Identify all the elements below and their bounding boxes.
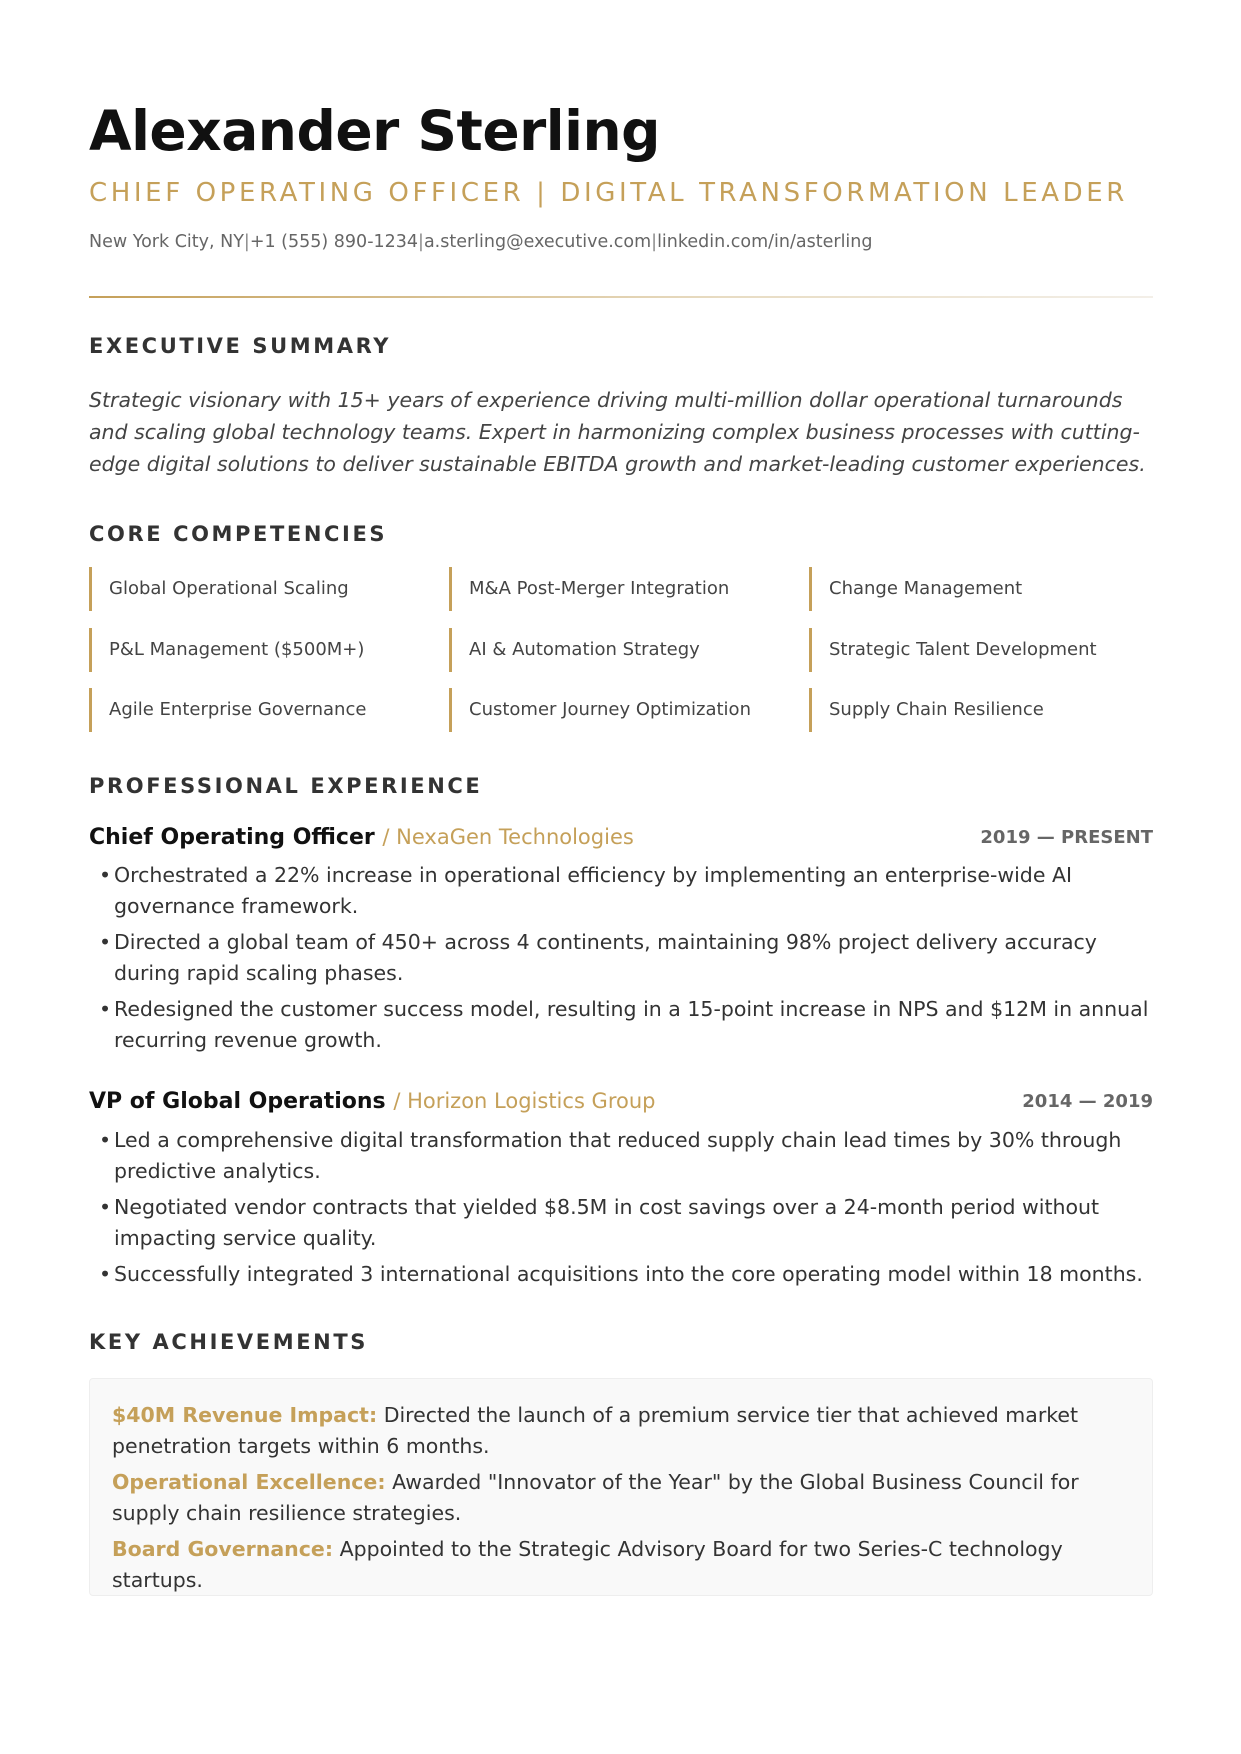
summary-text: Strategic visionary with 15+ years of experience driving multi-million dollar operational turnarounds and scaling global technology teams. Expert in harmonizing complex business processes with cutting-edge digital solutions to deliver sustainable EBITDA growth and market-leading customer experiences.: [89, 388, 1146, 476]
job-bullet: • Negotiated vendor contracts that yielded $8.5M in cost savings over a 24-month period without impacting service quality.: [89, 1192, 1153, 1254]
competency-item: Global Operational Scaling: [89, 567, 349, 611]
candidate-name: Alexander Sterling: [89, 99, 660, 163]
contact-separator: |: [418, 232, 424, 252]
contact-line: [89, 229, 873, 255]
achievement-label: $40M Revenue Impact:: [112, 1403, 378, 1427]
achievement-item: [112, 1467, 1130, 1529]
competency-item: Change Management: [809, 567, 1022, 611]
job-role: [89, 1085, 656, 1118]
contact-location: New York City, NY: [89, 232, 244, 252]
job-bullet: • Led a comprehensive digital transformation that reduced supply chain lead times by 30% through predictive analytics.: [89, 1125, 1153, 1187]
contact-separator: |: [651, 232, 658, 252]
summary-heading: EXECUTIVE SUMMARY: [89, 334, 392, 358]
contact-phone[interactable]: +1 (555) 890-1234: [249, 232, 419, 252]
job-header: [89, 821, 1153, 853]
job-dates: 2014 — 2019: [1022, 1091, 1153, 1112]
competency-item: P&L Management ($500M+): [89, 628, 364, 672]
header-divider: [89, 296, 1153, 298]
competencies-heading: CORE COMPETENCIES: [89, 522, 388, 546]
contact-email[interactable]: a.sterling@executive.com: [423, 232, 652, 252]
job-bullet: • Successfully integrated 3 international acquisitions into the core operating model within 18 months.: [89, 1259, 1153, 1290]
job-company: / Horizon Logistics Group: [393, 1089, 656, 1113]
contact-linkedin[interactable]: linkedin.com/in/asterling: [657, 232, 873, 252]
job-bullet: • Directed a global team of 450+ across 4 continents, maintaining 98% project delivery accuracy during rapid scaling phases.: [89, 927, 1153, 989]
achievement-label: Board Governance:: [112, 1537, 334, 1561]
contact-separator: |: [243, 232, 250, 252]
achievement-text: Appointed to the Strategic Advisory Board for two Series-C technology startups.: [112, 1537, 1063, 1592]
achievement-item: [112, 1400, 1130, 1462]
achievement-label: Operational Excellence:: [112, 1470, 386, 1494]
achievements-box: [89, 1378, 1153, 1596]
achievement-item: [112, 1534, 1130, 1596]
competency-item: Agile Enterprise Governance: [89, 688, 366, 732]
candidate-headline: CHIEF OPERATING OFFICER | DIGITAL TRANSFORMATION LEADER: [89, 178, 1128, 208]
competency-item: Supply Chain Resilience: [809, 688, 1044, 732]
competency-item: Customer Journey Optimization: [449, 688, 751, 732]
job-role-text: VP of Global Operations: [89, 1089, 386, 1114]
job-role-text: Chief Operating Officer: [89, 825, 375, 850]
competency-item: Strategic Talent Development: [809, 628, 1097, 672]
achievement-text: Awarded "Innovator of the Year" by the Global Business Council for supply chain resilience strategies.: [112, 1470, 1079, 1525]
job-bullets: [89, 860, 1153, 1061]
competency-item: AI & Automation Strategy: [449, 628, 700, 672]
experience-heading: PROFESSIONAL EXPERIENCE: [89, 774, 483, 798]
job-dates: 2019 — PRESENT: [980, 827, 1153, 848]
job-bullets: [89, 1125, 1153, 1295]
job-bullet: • Redesigned the customer success model, resulting in a 15-point increase in NPS and $12M in annual recurring revenue growth.: [89, 994, 1153, 1056]
job-bullet: • Orchestrated a 22% increase in operational efficiency by implementing an enterprise-wide AI governance framework.: [89, 860, 1153, 922]
achievements-heading: KEY ACHIEVEMENTS: [89, 1330, 368, 1354]
achievement-text: Directed the launch of a premium service tier that achieved market penetration targets within 6 months.: [112, 1403, 1079, 1458]
competency-item: M&A Post-Merger Integration: [449, 567, 729, 611]
job-header: [89, 1085, 1153, 1117]
job-company: / NexaGen Technologies: [382, 825, 634, 849]
job-role: [89, 821, 634, 854]
